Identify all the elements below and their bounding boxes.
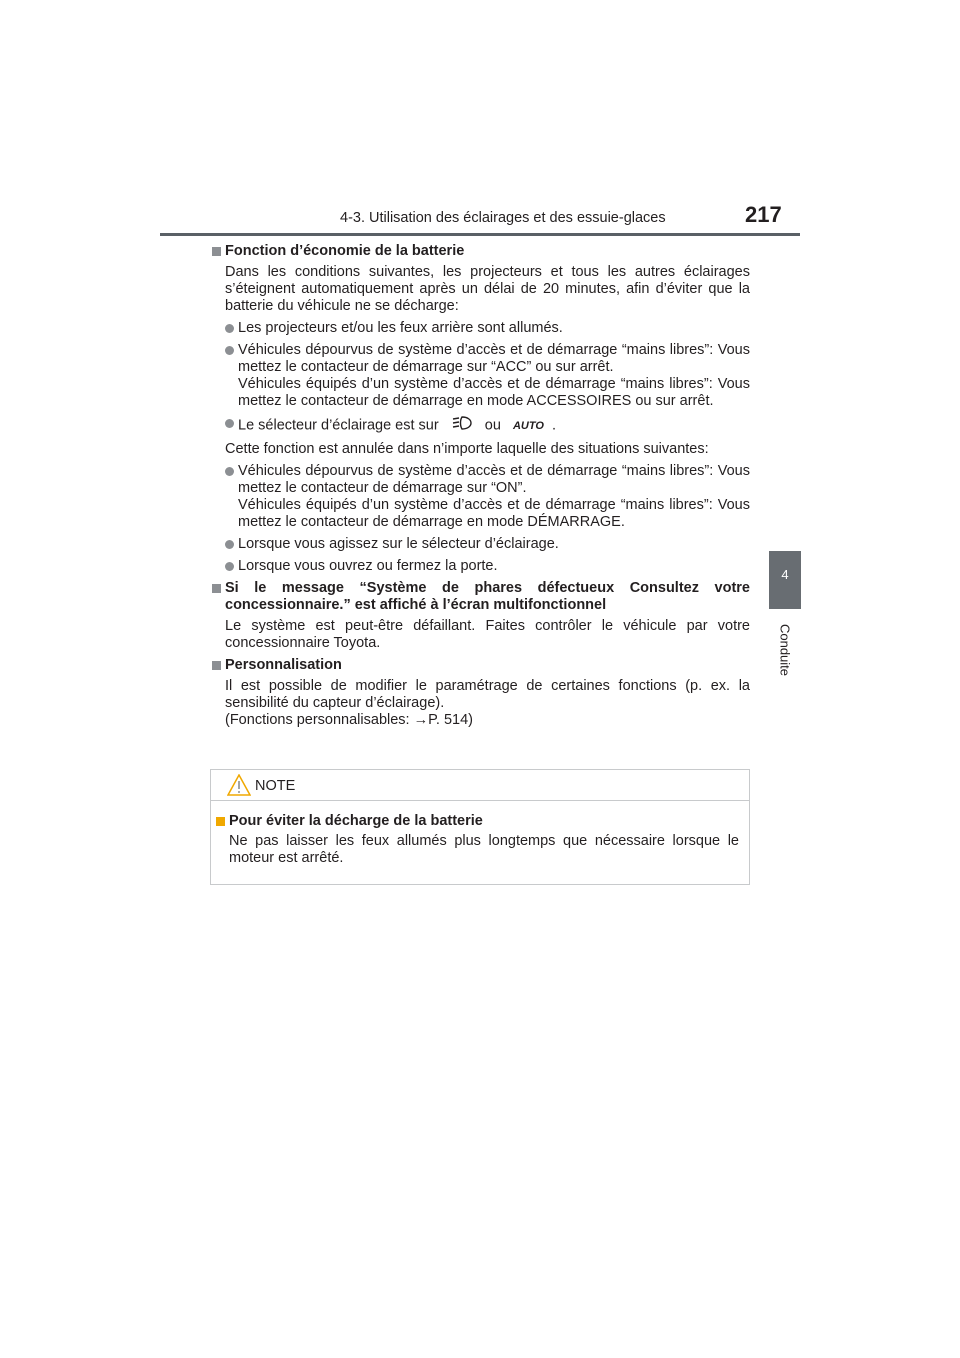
- chapter-number: 4: [781, 567, 789, 582]
- note-label: NOTE: [255, 778, 296, 794]
- list-item: Le sélecteur d’éclairage est sur ou AUTO .: [225, 415, 750, 436]
- round-bullet-icon: [225, 540, 234, 549]
- warning-triangle-icon: [227, 774, 251, 801]
- square-bullet-icon: [212, 247, 221, 256]
- header-divider: [160, 233, 800, 236]
- round-bullet-icon: [225, 419, 234, 428]
- custom-body: Il est possible de modifier le paramétrage de certaines fonctions (p. ex. la sensibilité du capteur d’éclairage). (Fonctions personnalisables: →P. 514): [225, 678, 750, 728]
- message-heading: Si le message “Système de phares défectueux Consultez votre concessionnaire.” est affiché à l’écran multifonctionnel: [212, 580, 750, 614]
- main-content: [212, 243, 750, 729]
- note-body: [211, 801, 749, 867]
- auto-mode-icon: AUTO: [512, 420, 544, 433]
- list-item: Lorsque vous ouvrez ou fermez la porte.: [225, 558, 750, 575]
- battery-intro: Dans les conditions suivantes, les projecteurs et tous les autres éclairages s’éteignent automatiquement après un délai de 20 minutes, afin d’éviter que la batterie du véhicule ne se décharge:: [225, 264, 750, 314]
- note-text: Ne pas laisser les feux allumés plus longtemps que nécessaire lorsque le moteur est arrêté.: [229, 833, 739, 866]
- headlight-icon: [451, 415, 473, 436]
- message-body: Le système est peut-être défaillant. Faites contrôler le véhicule par votre concessionnaire Toyota.: [225, 618, 750, 651]
- note-box: [210, 769, 750, 885]
- chapter-tab: [769, 551, 801, 609]
- chapter-label: Conduite: [777, 623, 793, 677]
- page-number: 217: [745, 202, 782, 227]
- square-bullet-icon: [216, 817, 225, 826]
- custom-heading: Personnalisation: [212, 657, 750, 674]
- page-header: [160, 198, 800, 238]
- note-heading: Pour éviter la décharge de la batterie: [216, 813, 739, 830]
- battery-heading: Fonction d’économie de la batterie: [212, 243, 750, 260]
- round-bullet-icon: [225, 346, 234, 355]
- round-bullet-icon: [225, 467, 234, 476]
- list-item: Lorsque vous agissez sur le sélecteur d’éclairage.: [225, 536, 750, 553]
- round-bullet-icon: [225, 562, 234, 571]
- page-reference: (Fonctions personnalisables: →P. 514): [225, 712, 473, 728]
- list-item: Les projecteurs et/ou les feux arrière sont allumés.: [225, 320, 750, 337]
- cancel-intro: Cette fonction est annulée dans n’importe laquelle des situations suivantes:: [225, 441, 709, 457]
- list-item: Véhicules dépourvus de système d’accès et de démarrage “mains libres”: Vous mettez le contacteur de démarrage sur “ON”. Véhicules équipés d’un système d’accès et de démarrage “mains libres”: Vous mettez le contacteur de démarrage en mode DÉMARRAGE.: [225, 463, 750, 531]
- square-bullet-icon: [212, 661, 221, 670]
- section-title: 4-3. Utilisation des éclairages et des essuie-glaces: [340, 210, 666, 226]
- square-bullet-icon: [212, 584, 221, 593]
- round-bullet-icon: [225, 324, 234, 333]
- list-item: Véhicules dépourvus de système d’accès et de démarrage “mains libres”: Vous mettez le contacteur de démarrage sur “ACC” ou sur arrêt. Véhicules équipés d’un système d’accès et de démarrage “mains libres”: Vous mettez le contacteur de démarrage en mode ACCESSOIRES ou sur arrêt.: [225, 342, 750, 410]
- note-header: [211, 770, 749, 801]
